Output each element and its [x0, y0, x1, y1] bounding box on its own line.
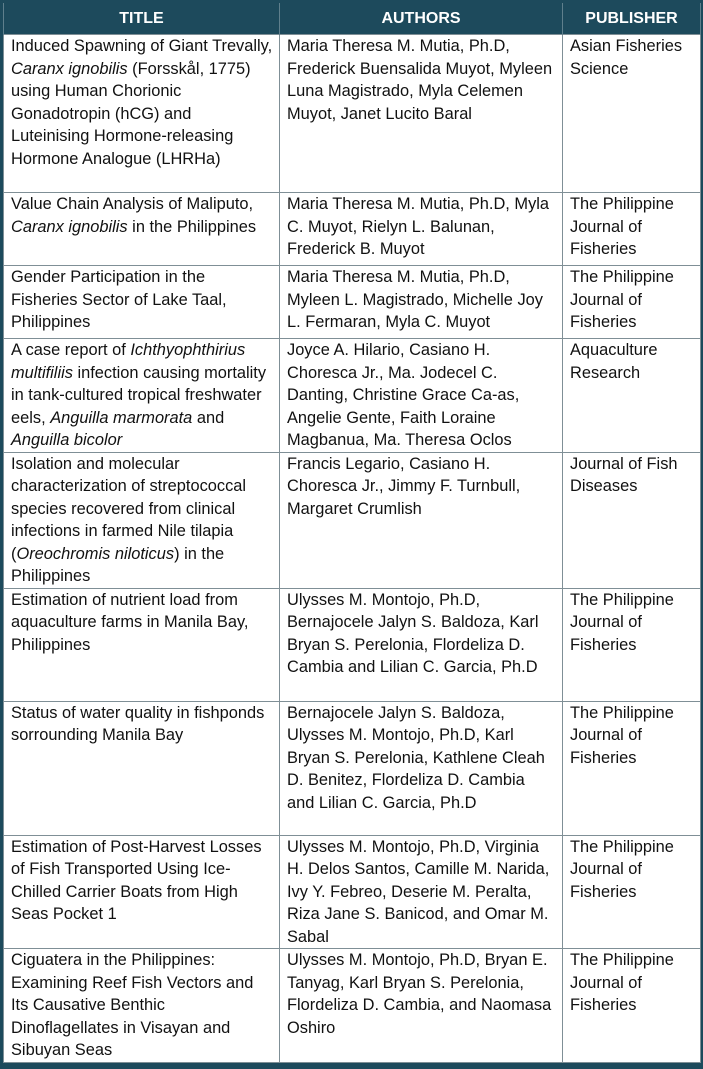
species-name: Anguilla marmorata — [50, 408, 193, 427]
authors-cell: Maria Theresa M. Mutia, Ph.D, Myla C. Muyot, Rielyn L. Balunan, Frederick B. Muyot — [280, 193, 563, 266]
title-text: ) in the Philippines — [11, 544, 225, 585]
species-name: Ichthyophthirius multifiliis — [11, 341, 246, 382]
publisher-cell: The Philippine Journal of Fisheries — [563, 266, 701, 339]
title-text: Estimation of nutrient load from aquaculture farms in Manila Bay, Philippines — [11, 590, 249, 654]
publisher-cell: Journal of Fish Diseases — [563, 452, 701, 588]
title-text: Status of water quality in fishponds sorrounding Manila Bay — [11, 703, 265, 744]
publisher-cell: Aquaculture Research — [563, 339, 701, 453]
authors-cell: Bernajocele Jalyn S. Baldoza, Ulysses M. Montojo, Ph.D, Karl Bryan S. Perelonia, Kathlene Cleah D. Benitez, Flordeliza D. Cambia and Lilian C. Garcia, Ph.D — [280, 701, 563, 835]
table-row — [4, 266, 701, 339]
species-name: Anguilla bicolor — [11, 431, 123, 449]
table-row — [4, 588, 701, 701]
title-text: Ciguatera in the Philippines: Examining Reef Fish Vectors and Its Causative Benthic Dinoflagellates in Visayan and Sibuyan Seas — [11, 951, 254, 1059]
publications-table — [3, 3, 701, 1063]
publisher-cell: Asian Fisheries Science — [563, 35, 701, 193]
table-row — [4, 949, 701, 1063]
title-cell — [4, 452, 280, 588]
publisher-cell: The Philippine Journal of Fisheries — [563, 193, 701, 266]
table-row — [4, 701, 701, 835]
table-row — [4, 193, 701, 266]
header-authors: AUTHORS — [280, 3, 563, 35]
authors-cell: Ulysses M. Montojo, Ph.D, Bryan E. Tanyag, Karl Bryan S. Perelonia, Flordeliza D. Cambia, and Naomasa Oshiro — [280, 949, 563, 1063]
title-cell — [4, 701, 280, 835]
header-publisher: PUBLISHER — [563, 3, 701, 35]
table-row — [4, 35, 701, 193]
title-cell — [4, 35, 280, 193]
title-text: Induced Spawning of Giant Trevally, — [11, 37, 273, 55]
title-text: Value Chain Analysis of Maliputo, — [11, 195, 254, 213]
title-text: and — [192, 408, 225, 427]
title-text: Estimation of Post-Harvest Losses of Fish Transported Using Ice-Chilled Carrier Boats from High Seas Pocket 1 — [11, 837, 262, 923]
table-body — [4, 35, 701, 1063]
authors-cell: Ulysses M. Montojo, Ph.D, Virginia H. Delos Santos, Camille M. Narida, Ivy Y. Febreo, Deserie M. Peralta, Riza Jane S. Banicod, and Omar M. Sabal — [280, 835, 563, 949]
species-name: Caranx ignobilis — [11, 217, 128, 236]
title-cell — [4, 339, 280, 453]
table-header-row — [4, 3, 701, 35]
publisher-cell: The Philippine Journal of Fisheries — [563, 588, 701, 701]
title-text: Isolation and molecular characterization of streptococcal species recovered from clinical infections in farmed Nile tilapia ( — [11, 454, 247, 563]
title-cell — [4, 266, 280, 339]
title-text: infection causing mortality in tank-cultured tropical freshwater eels, — [11, 363, 267, 427]
authors-cell: Maria Theresa M. Mutia, Ph.D, Myleen L. Magistrado, Michelle Joy L. Fermaran, Myla C. Muyot — [280, 266, 563, 339]
title-cell — [4, 588, 280, 701]
authors-cell: Ulysses M. Montojo, Ph.D, Bernajocele Jalyn S. Baldoza, Karl Bryan S. Perelonia, Flordeliza D. Cambia and Lilian C. Garcia, Ph.D — [280, 588, 563, 701]
publisher-cell: The Philippine Journal of Fisheries — [563, 835, 701, 949]
authors-cell: Joyce A. Hilario, Casiano H. Choresca Jr., Ma. Jodecel C. Danting, Christine Grace Ca-as, Angelie Gente, Faith Loraine Magbanua, Ma. Theresa Oclos — [280, 339, 563, 453]
title-cell — [4, 835, 280, 949]
title-cell — [4, 193, 280, 266]
publisher-cell: The Philippine Journal of Fisheries — [563, 701, 701, 835]
title-text: (Forsskål, 1775) using Human Chorionic Gonadotropin (hCG) and Luteinising Hormone-releasing Hormone Analogue (LHRHa) — [11, 59, 251, 168]
publisher-cell: The Philippine Journal of Fisheries — [563, 949, 701, 1063]
species-name: Caranx ignobilis — [11, 59, 128, 78]
title-text: Gender Participation in the Fisheries Sector of Lake Taal, Philippines — [11, 268, 227, 331]
header-title: TITLE — [4, 3, 280, 35]
title-text: A case report of — [11, 341, 131, 359]
authors-cell: Francis Legario, Casiano H. Choresca Jr., Jimmy F. Turnbull, Margaret Crumlish — [280, 452, 563, 588]
table-row — [4, 452, 701, 588]
table-row — [4, 339, 701, 453]
title-text: in the Philippines — [127, 217, 257, 236]
authors-cell: Maria Theresa M. Mutia, Ph.D, Frederick Buensalida Muyot, Myleen Luna Magistrado, Myla Celemen Muyot, Janet Lucito Baral — [280, 35, 563, 193]
table-row — [4, 835, 701, 949]
title-cell — [4, 949, 280, 1063]
species-name: Oreochromis niloticus — [16, 544, 175, 563]
